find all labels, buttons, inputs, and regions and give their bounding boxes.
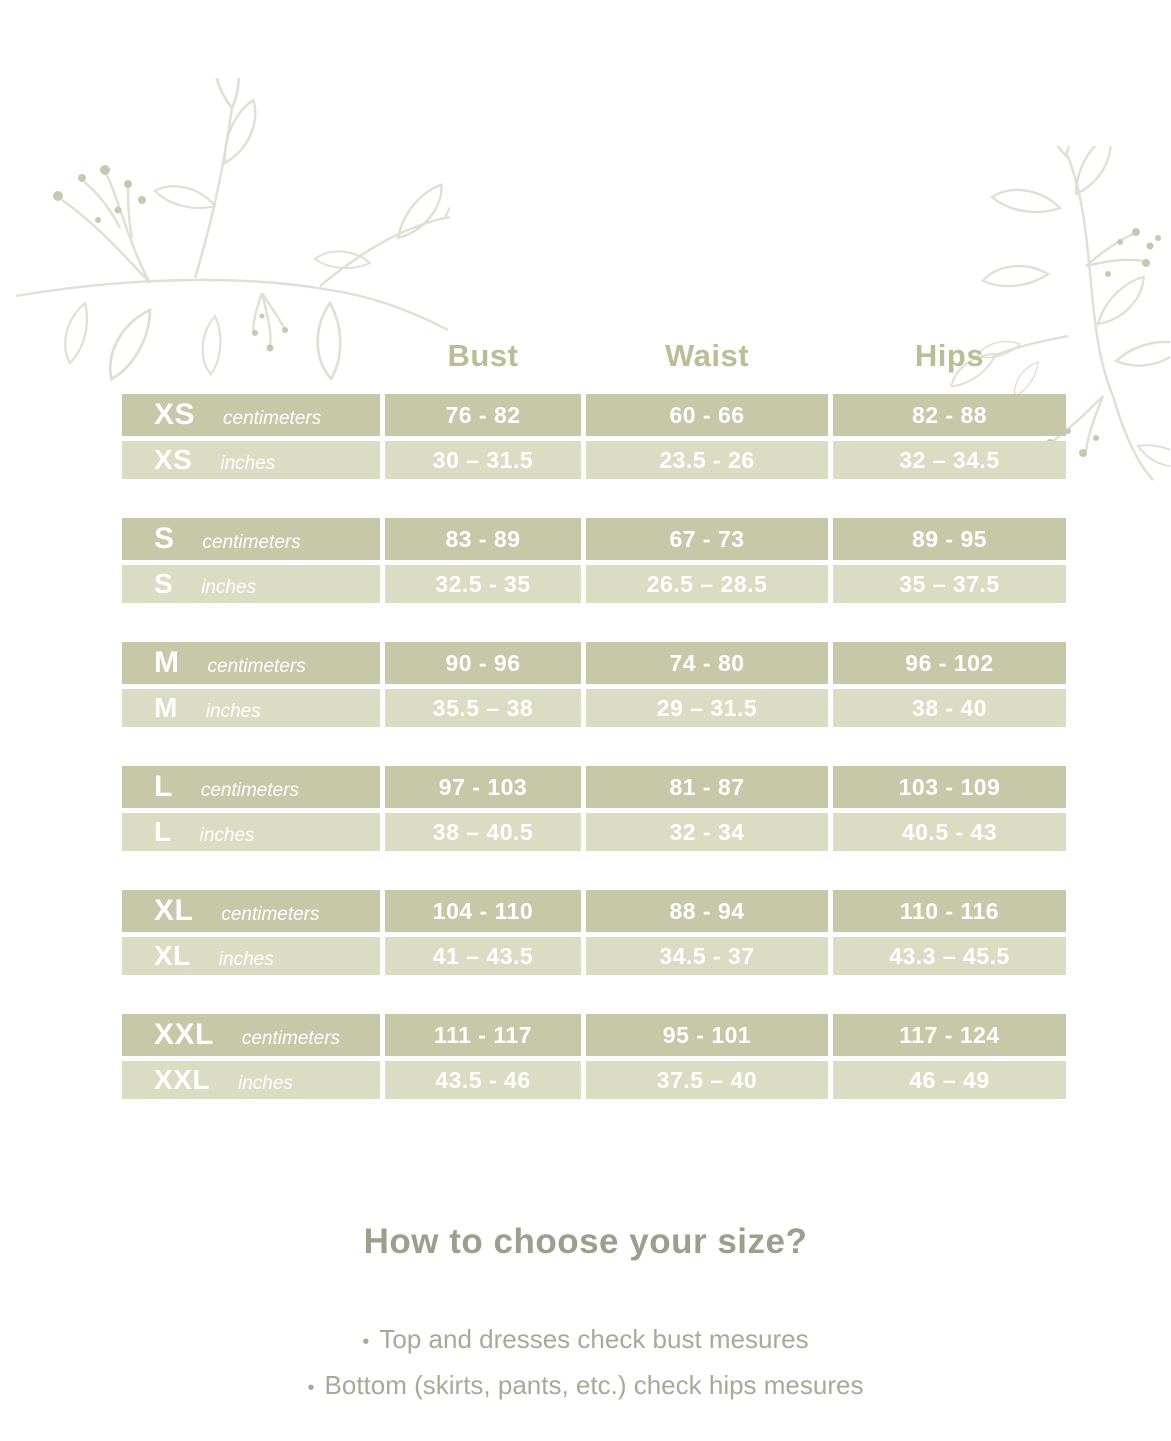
size-row-m-inches: [122, 689, 1066, 727]
hips-value: 110 - 116: [833, 890, 1066, 932]
unit-label: inches: [218, 949, 274, 970]
waist-value: 34.5 - 37: [586, 937, 828, 975]
size-label: M: [154, 646, 180, 679]
bust-value: 90 - 96: [385, 642, 581, 684]
bust-value: 35.5 – 38: [385, 689, 581, 727]
size-block-s: [122, 518, 1066, 603]
unit-label: centimeters: [207, 656, 306, 677]
size-label: XXL: [154, 1064, 210, 1095]
waist-value: 29 – 31.5: [586, 689, 828, 727]
unit-label: inches: [237, 1073, 293, 1094]
hips-value: 89 - 95: [833, 518, 1066, 560]
unit-label: centimeters: [223, 408, 322, 429]
size-label-cell: [122, 890, 380, 932]
waist-value: 60 - 66: [586, 394, 828, 436]
waist-value: 32 - 34: [586, 813, 828, 851]
size-label-cell: [122, 813, 380, 851]
waist-value: 74 - 80: [586, 642, 828, 684]
size-label: XL: [154, 894, 194, 927]
size-label: S: [154, 568, 174, 599]
size-block-xl: [122, 890, 1066, 975]
size-row-xxl-cm: [122, 1014, 1066, 1056]
header-hips: Hips: [914, 338, 985, 373]
size-row-l-inches: [122, 813, 1066, 851]
unit-label: centimeters: [202, 532, 301, 553]
size-label-cell: [122, 766, 380, 808]
hips-value: 35 – 37.5: [833, 565, 1066, 603]
size-block-l: [122, 766, 1066, 851]
list-item: [0, 1364, 1171, 1410]
bust-value: 30 – 31.5: [385, 441, 581, 479]
size-label-cell: [122, 1061, 380, 1099]
measure-header-row: [122, 326, 1066, 382]
size-label: M: [154, 692, 178, 723]
bust-value: 104 - 110: [385, 890, 581, 932]
size-row-l-cm: [122, 766, 1066, 808]
unit-label: centimeters: [241, 1028, 341, 1049]
size-block-xxl: [122, 1014, 1066, 1099]
size-label: L: [154, 770, 173, 803]
header-waist: Waist: [664, 338, 750, 373]
hips-value: 40.5 - 43: [833, 813, 1066, 851]
list-item: [0, 1318, 1171, 1364]
size-label-cell: [122, 441, 380, 479]
size-help-list: [0, 1318, 1171, 1410]
waist-value: 37.5 – 40: [586, 1061, 828, 1099]
waist-value: 81 - 87: [586, 766, 828, 808]
size-label-cell: [122, 937, 380, 975]
bullet-icon: •: [307, 1377, 315, 1399]
size-label-cell: [122, 394, 380, 436]
bust-value: 43.5 - 46: [385, 1061, 581, 1099]
bust-value: 38 – 40.5: [385, 813, 581, 851]
size-label: XS: [154, 444, 193, 475]
hips-value: 32 – 34.5: [833, 441, 1066, 479]
hips-value: 38 - 40: [833, 689, 1066, 727]
unit-label: inches: [205, 701, 261, 722]
size-help-bullet-bottoms: Bottom (skirts, pants, etc.) check hips mesures: [324, 1370, 864, 1400]
hips-value: 103 - 109: [833, 766, 1066, 808]
waist-value: 95 - 101: [586, 1014, 828, 1056]
size-row-xs-inches: [122, 441, 1066, 479]
hips-value: 43.3 – 45.5: [833, 937, 1066, 975]
hips-value: 96 - 102: [833, 642, 1066, 684]
size-help-bullet-tops: Top and dresses check bust mesures: [379, 1324, 809, 1354]
berries-left: [53, 165, 288, 352]
unit-label: inches: [220, 453, 276, 474]
size-label-cell: [122, 1014, 380, 1056]
size-row-m-cm: [122, 642, 1066, 684]
size-label: XS: [154, 398, 196, 431]
size-row-s-inches: [122, 565, 1066, 603]
unit-label: centimeters: [221, 904, 320, 925]
size-row-xl-cm: [122, 890, 1066, 932]
waist-value: 67 - 73: [586, 518, 828, 560]
size-blocks: [122, 394, 1066, 1099]
size-help-section: [0, 1222, 1171, 1410]
size-block-m: [122, 642, 1066, 727]
hips-value: 117 - 124: [833, 1014, 1066, 1056]
size-block-xs: [122, 394, 1066, 479]
size-table: [122, 326, 1066, 1138]
size-row-xl-inches: [122, 937, 1066, 975]
size-label-cell: [122, 642, 380, 684]
size-label: L: [154, 816, 172, 847]
bust-value: 83 - 89: [385, 518, 581, 560]
size-row-s-cm: [122, 518, 1066, 560]
size-help-heading: How to choose your size?: [363, 1222, 808, 1261]
bullet-icon: •: [362, 1331, 370, 1353]
unit-label: inches: [201, 577, 257, 598]
size-label: S: [154, 522, 175, 555]
waist-value: 26.5 – 28.5: [586, 565, 828, 603]
size-label-cell: [122, 689, 380, 727]
bust-value: 41 – 43.5: [385, 937, 581, 975]
hips-value: 82 - 88: [833, 394, 1066, 436]
bust-value: 32.5 - 35: [385, 565, 581, 603]
bust-value: 76 - 82: [385, 394, 581, 436]
size-label: XXL: [154, 1018, 214, 1051]
size-label: XL: [154, 940, 191, 971]
header-bust: Bust: [447, 338, 519, 373]
waist-value: 23.5 - 26: [586, 441, 828, 479]
hips-value: 46 – 49: [833, 1061, 1066, 1099]
unit-label: inches: [199, 825, 255, 846]
size-row-xxl-inches: [122, 1061, 1066, 1099]
size-label-cell: [122, 565, 380, 603]
waist-value: 88 - 94: [586, 890, 828, 932]
size-row-xs-cm: [122, 394, 1066, 436]
bust-value: 111 - 117: [385, 1014, 581, 1056]
bust-value: 97 - 103: [385, 766, 581, 808]
unit-label: centimeters: [200, 780, 300, 801]
size-label-cell: [122, 518, 380, 560]
